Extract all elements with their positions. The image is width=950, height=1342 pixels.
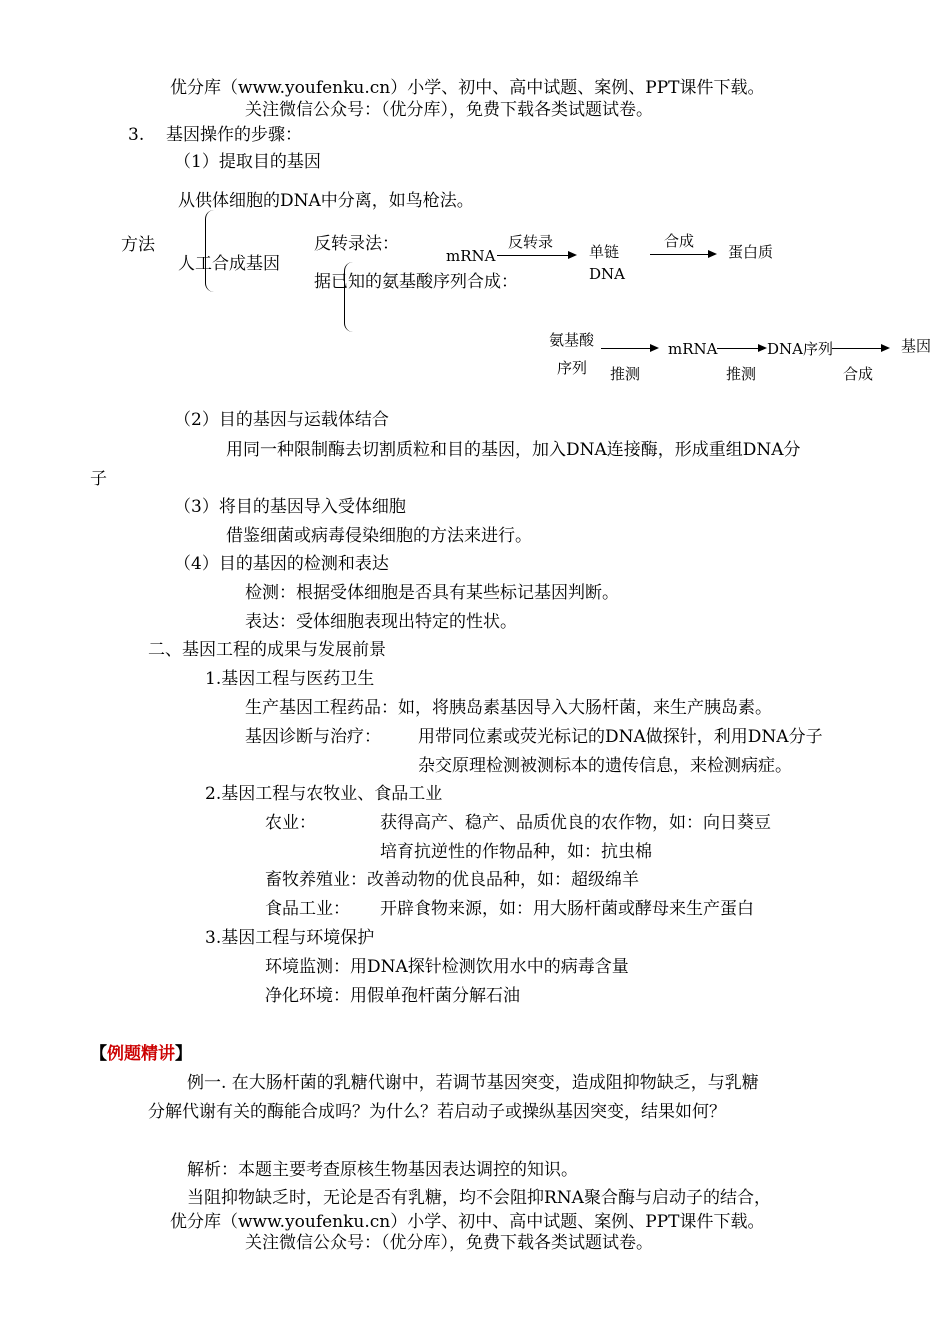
env-line1: 环境监测：用DNA探针检测饮用水中的病毒含量 bbox=[265, 957, 629, 977]
footer-line-2: 关注微信公众号：（优分库），免费下载各类试题试卷。 bbox=[245, 1233, 653, 1253]
food-line: 开辟食物来源，如：用大肠杆菌或酵母来生产蛋白 bbox=[380, 899, 754, 919]
flow2-sequence: 序列 bbox=[557, 359, 588, 377]
agri-line2: 培育抗逆性的作物品种，如：抗虫棉 bbox=[380, 842, 652, 862]
example-answer-line2: 当阻抑物缺乏时，无论是否有乳糖，均不会阻抑RNA聚合酶与启动子的结合， bbox=[187, 1188, 771, 1208]
section2-p1-a: 生产基因工程药品：如，将胰岛素基因导入大肠杆菌，来生产胰岛素。 bbox=[245, 698, 772, 718]
header-line-2: 关注微信公众号：（优分库），免费下载各类试题试卷。 bbox=[245, 100, 653, 120]
step3-s4-express: 表达：受体细胞表现出特定的性状。 bbox=[245, 612, 517, 632]
artificial-synthesis-label: 人工合成基因 bbox=[178, 254, 280, 274]
flow2-arrow3 bbox=[832, 348, 888, 349]
example-answer-line1: 解析：本题主要考查原核生物基因表达调控的知识。 bbox=[187, 1160, 578, 1180]
from-donor-text: 从供体细胞的DNA中分离，如鸟枪法。 bbox=[178, 191, 474, 211]
flow2-arrow1 bbox=[601, 348, 657, 349]
agri-label: 农业： bbox=[265, 813, 316, 833]
flow1-mrna: mRNA bbox=[446, 247, 496, 265]
step3-title: 基因操作的步骤： bbox=[166, 125, 302, 145]
flow2-infer2: 推测 bbox=[726, 365, 757, 383]
step3-s4-detect: 检测：根据受体细胞是否具有某些标记基因判断。 bbox=[245, 583, 619, 603]
animal-line: 畜牧养殖业：改善动物的优良品种，如：超级绵羊 bbox=[265, 870, 639, 890]
flow2-infer1: 推测 bbox=[610, 365, 641, 383]
step3-s3-body: 借鉴细菌或病毒侵染细胞的方法来进行。 bbox=[226, 526, 532, 546]
footer-line-1: 优分库（www.youfenku.cn）小学、初中、高中试题、案例、PPT课件下载。 bbox=[170, 1212, 765, 1232]
step3-s2-body-line2: 子 bbox=[90, 469, 107, 489]
flow1-dna: DNA bbox=[589, 265, 625, 283]
flow2-mrna: mRNA bbox=[668, 340, 718, 358]
step3-s2: （2）目的基因与运载体结合 bbox=[174, 410, 389, 430]
example-question-line1: 例一. 在大肠杆菌的乳糖代谢中，若调节基因突变，造成阻抑物缺乏，与乳糖 bbox=[187, 1073, 759, 1093]
section2-p3: 3.基因工程与环境保护 bbox=[205, 928, 375, 948]
flow2-dna-sequence: DNA序列 bbox=[767, 340, 833, 358]
flow2-synth: 合成 bbox=[843, 365, 874, 383]
section2-p1: 1.基因工程与医药卫生 bbox=[205, 669, 375, 689]
section2-p1-b-line1: 用带同位素或荧光标记的DNA做探针，利用DNA分子 bbox=[418, 727, 823, 747]
heading-bracket-open: 【 bbox=[90, 1044, 107, 1064]
section2-p1-b-line2: 杂交原理检测被测标本的遗传信息，来检测病症。 bbox=[418, 756, 792, 776]
env-line2: 净化环境：用假单孢杆菌分解石油 bbox=[265, 986, 520, 1006]
synthesis-brace bbox=[344, 262, 353, 332]
flow2-arrow2 bbox=[717, 348, 765, 349]
heading-bracket-close: 】 bbox=[175, 1044, 192, 1064]
step3-number: 3. bbox=[128, 125, 145, 145]
step3-s3: （3）将目的基因导入受体细胞 bbox=[174, 497, 406, 517]
heading-text: 例题精讲 bbox=[107, 1044, 175, 1064]
reverse-transcription-label: 反转录法： bbox=[314, 234, 399, 254]
flow1-arrow2-label: 合成 bbox=[664, 232, 695, 250]
method-brace bbox=[205, 210, 214, 292]
section2-title: 二、基因工程的成果与发展前景 bbox=[148, 640, 386, 660]
section2-p1-b-label: 基因诊断与治疗： bbox=[245, 727, 381, 747]
section2-p2: 2.基因工程与农牧业、食品工业 bbox=[205, 784, 443, 804]
food-label: 食品工业： bbox=[265, 899, 350, 919]
flow1-arrow2 bbox=[650, 254, 715, 255]
example-heading bbox=[90, 1044, 192, 1064]
flow2-gene: 基因 bbox=[901, 337, 932, 355]
agri-line1: 获得高产、稳产、品质优良的农作物，如：向日葵豆 bbox=[380, 813, 771, 833]
step3-s1: （1）提取目的基因 bbox=[174, 152, 321, 172]
flow1-arrow1 bbox=[497, 255, 575, 256]
method-label: 方法 bbox=[121, 235, 155, 255]
flow1-arrow1-label: 反转录 bbox=[508, 233, 554, 251]
synth-known-label: 据已知的氨基酸序列合成： bbox=[314, 272, 518, 292]
example-question-line2: 分解代谢有关的酶能合成吗？为什么？若启动子或操纵基因突变，结果如何？ bbox=[148, 1102, 726, 1122]
flow2-amino-acid: 氨基酸 bbox=[549, 331, 595, 349]
header-line-1: 优分库（www.youfenku.cn）小学、初中、高中试题、案例、PPT课件下载。 bbox=[170, 78, 765, 98]
flow1-single: 单链 bbox=[589, 243, 620, 261]
step3-s2-body-line1: 用同一种限制酶去切割质粒和目的基因，加入DNA连接酶，形成重组DNA分 bbox=[226, 440, 801, 460]
step3-s4: （4）目的基因的检测和表达 bbox=[174, 554, 389, 574]
flow1-protein: 蛋白质 bbox=[728, 243, 774, 261]
